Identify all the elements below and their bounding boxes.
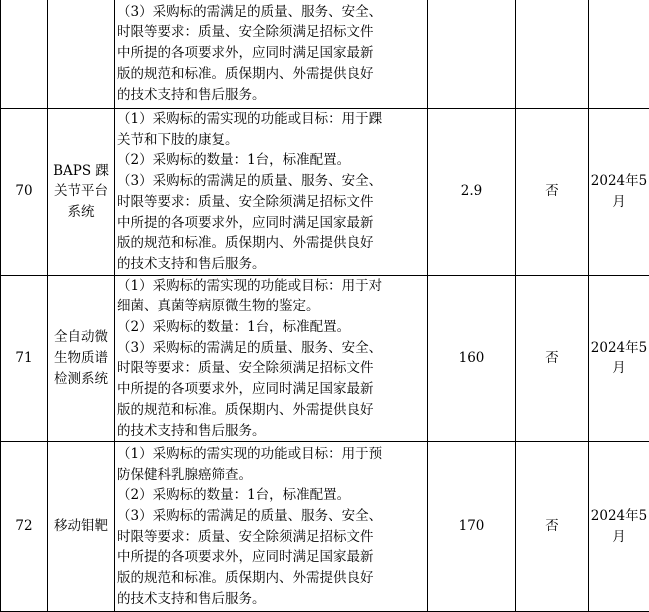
table-row bbox=[1, 442, 649, 612]
item-name-line: BAPS 踝 bbox=[49, 161, 113, 182]
item-imported: 否 bbox=[516, 109, 589, 276]
item-number: 70 bbox=[1, 109, 48, 276]
requirement-line: 时限等要求：质量、安全除须满足招标文件 bbox=[117, 527, 426, 548]
item-date bbox=[589, 0, 649, 109]
item-budget: 170 bbox=[428, 442, 516, 612]
requirement-line: 时限等要求：质量、安全除须满足招标文件 bbox=[117, 22, 426, 43]
requirement-line: （1）采购标的需实现的功能或目标：用于预 bbox=[117, 444, 426, 465]
item-budget bbox=[428, 0, 516, 109]
item-name bbox=[48, 275, 115, 442]
table-body bbox=[1, 0, 649, 612]
requirement-line: 版的规范和标准。质保期内、外需提供良好 bbox=[117, 400, 426, 421]
item-requirements bbox=[115, 275, 428, 442]
item-imported: 否 bbox=[516, 442, 589, 612]
item-date: 2024年5月 bbox=[589, 442, 649, 612]
item-name bbox=[48, 442, 115, 612]
item-imported bbox=[516, 0, 589, 109]
requirement-line: 时限等要求：质量、安全除须满足招标文件 bbox=[117, 192, 426, 213]
requirement-line: 版的规范和标准。质保期内、外需提供良好 bbox=[117, 233, 426, 254]
item-budget: 160 bbox=[428, 275, 516, 442]
item-date: 2024年5月 bbox=[589, 109, 649, 276]
table-row bbox=[1, 109, 649, 276]
item-name-line: 检测系统 bbox=[49, 369, 113, 390]
item-number: 72 bbox=[1, 442, 48, 612]
table-row bbox=[1, 275, 649, 442]
requirement-line: 的技术支持和售后服务。 bbox=[117, 421, 426, 442]
requirement-line: （2）采购标的数量：1台，标准配置。 bbox=[117, 485, 426, 506]
item-imported: 否 bbox=[516, 275, 589, 442]
requirement-line: （3）采购标的需满足的质量、服务、安全、 bbox=[117, 506, 426, 527]
item-date: 2024年5月 bbox=[589, 275, 649, 442]
requirement-line: 防保健科乳腺癌筛查。 bbox=[117, 465, 426, 486]
item-requirements bbox=[115, 442, 428, 612]
requirement-line: 中所提的各项要求外，应同时满足国家最新 bbox=[117, 43, 426, 64]
requirement-line: 关节和下肢的康复。 bbox=[117, 130, 426, 151]
requirement-line: 中所提的各项要求外，应同时满足国家最新 bbox=[117, 547, 426, 568]
requirement-line: 细菌、真菌等病原微生物的鉴定。 bbox=[117, 296, 426, 317]
item-name-line: 移动钼靶 bbox=[49, 516, 113, 537]
requirement-line: 版的规范和标准。质保期内、外需提供良好 bbox=[117, 568, 426, 589]
item-name bbox=[48, 109, 115, 276]
requirement-line: （3）采购标的需满足的质量、服务、安全、 bbox=[117, 171, 426, 192]
requirement-line: 的技术支持和售后服务。 bbox=[117, 589, 426, 610]
requirement-line: （2）采购标的数量：1台，标准配置。 bbox=[117, 317, 426, 338]
requirement-line: 的技术支持和售后服务。 bbox=[117, 85, 426, 106]
item-number bbox=[1, 0, 48, 109]
item-budget: 2.9 bbox=[428, 109, 516, 276]
requirement-line: 中所提的各项要求外，应同时满足国家最新 bbox=[117, 213, 426, 234]
item-name bbox=[48, 0, 115, 109]
requirement-line: 的技术支持和售后服务。 bbox=[117, 254, 426, 275]
requirement-line: 中所提的各项要求外，应同时满足国家最新 bbox=[117, 379, 426, 400]
item-name-line: 全自动微 bbox=[49, 327, 113, 348]
table-row bbox=[1, 0, 649, 109]
requirement-line: （2）采购标的数量：1台，标准配置。 bbox=[117, 150, 426, 171]
requirement-line: 版的规范和标准。质保期内、外需提供良好 bbox=[117, 64, 426, 85]
requirement-line: （3）采购标的需满足的质量、服务、安全、 bbox=[117, 338, 426, 359]
requirement-line: 时限等要求：质量、安全除须满足招标文件 bbox=[117, 358, 426, 379]
requirement-line: （1）采购标的需实现的功能或目标：用于对 bbox=[117, 276, 426, 297]
requirement-line: （1）采购标的需实现的功能或目标：用于踝 bbox=[117, 109, 426, 130]
item-name-line: 生物质谱 bbox=[49, 348, 113, 369]
item-number: 71 bbox=[1, 275, 48, 442]
requirement-line: （3）采购标的需满足的质量、服务、安全、 bbox=[117, 2, 426, 23]
item-name-line: 系统 bbox=[49, 202, 113, 223]
item-requirements bbox=[115, 109, 428, 276]
item-name-line: 关节平台 bbox=[49, 181, 113, 202]
item-requirements bbox=[115, 0, 428, 109]
